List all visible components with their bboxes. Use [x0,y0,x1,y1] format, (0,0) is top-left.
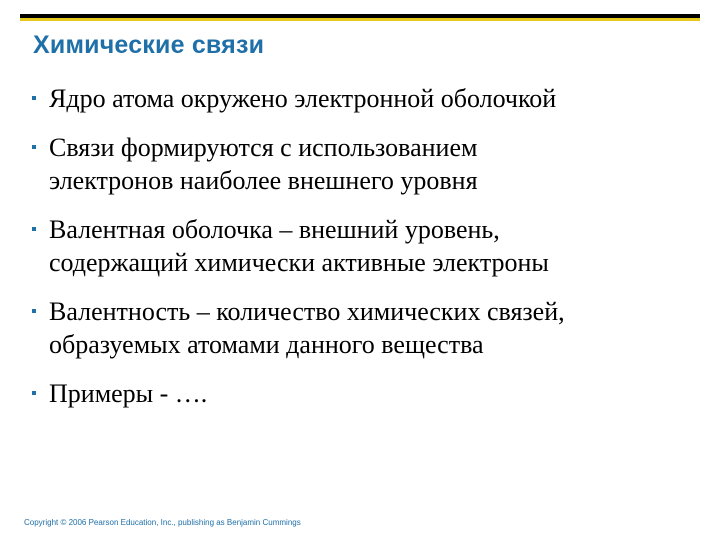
title-divider [20,14,700,18]
bullet-item [32,131,692,197]
bullet-text: образуемых атомами данного вещества [49,330,484,359]
bullet-text: Валентная оболочка – внешний уровень, [49,215,500,244]
bullet-marker-icon [32,391,36,395]
bullet-marker-icon [32,309,36,313]
bullet-text: Ядро атома окружено электронной оболочкой [49,84,557,113]
bullet-list [32,82,692,426]
title-divider-accent [20,18,700,21]
bullet-text: Связи формируются с использованием [49,133,478,162]
bullet-marker-icon [32,227,36,231]
bullet-text: Примеры - …. [49,379,208,408]
bullet-item [32,213,692,279]
bullet-marker-icon [32,145,36,149]
copyright-footer: Copyright © 2006 Pearson Education, Inc., publishing as Benjamin Cummings [24,518,301,527]
bullet-text: содержащий химически активные электроны [49,248,549,277]
bullet-item [32,295,692,361]
bullet-item [32,377,692,410]
bullet-marker-icon [32,96,36,100]
bullet-text: электронов наиболее внешнего уровня [49,166,478,195]
bullet-text: Валентность – количество химических связей, [49,297,565,326]
slide-title: Химические связи [33,31,265,59]
bullet-item [32,82,692,115]
